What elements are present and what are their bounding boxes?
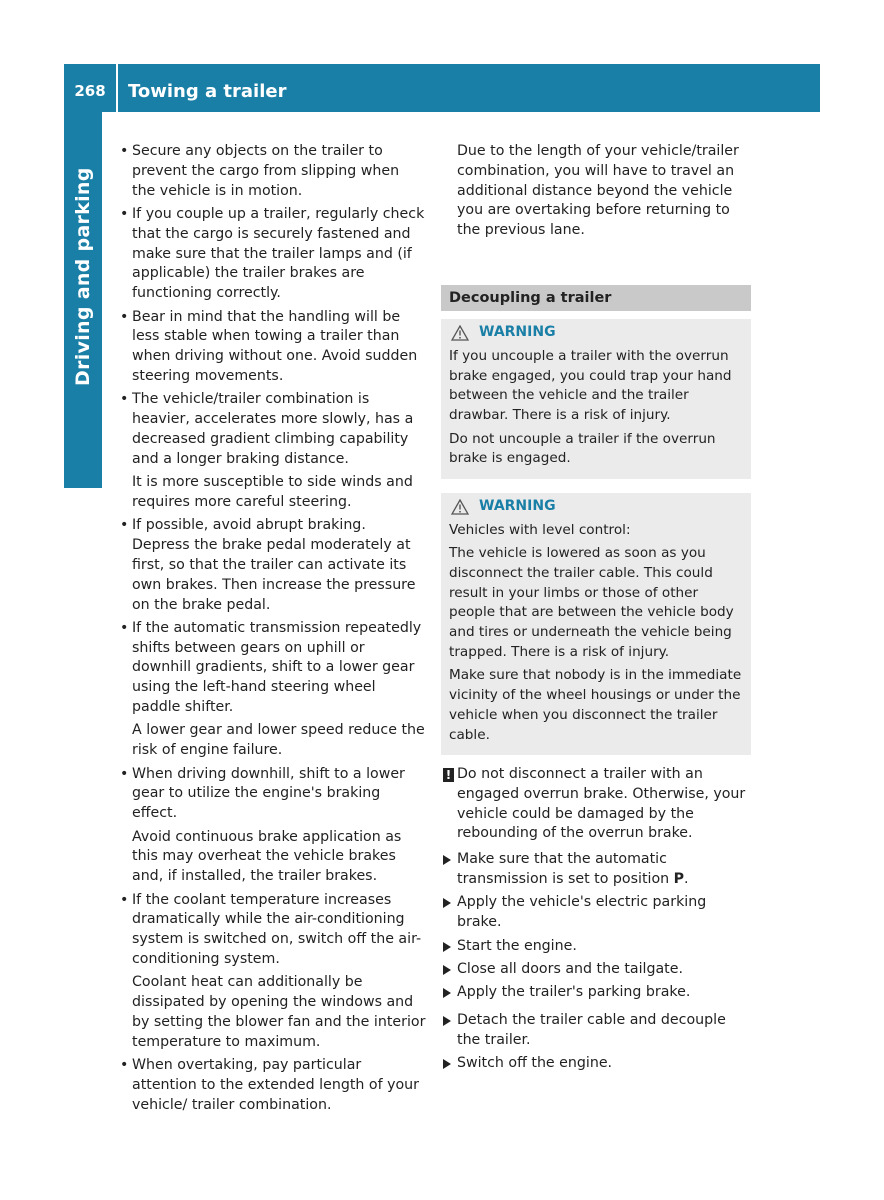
arrow-right-icon — [443, 988, 451, 998]
page-number: 268 — [74, 82, 106, 100]
bullet-icon: • — [120, 205, 129, 222]
chapter-label: Driving and parking — [72, 167, 94, 387]
list-item: • Secure any objects on the trailer to prevent the cargo from slipping when the vehicle is in motion. — [120, 143, 400, 199]
bullet-icon: • — [120, 891, 129, 908]
right-column — [441, 142, 751, 1078]
list-item: • If you couple up a trailer, regularly check that the cargo is securely fastened and make sure that the trailer lamps and (if applicable) the trailer brakes are functioning correctly. — [120, 205, 425, 302]
header-divider — [116, 64, 118, 112]
bullet-icon: • — [120, 391, 129, 408]
arrow-right-icon — [443, 1016, 451, 1026]
bullet-icon: • — [120, 1057, 129, 1074]
warning-text: Do not uncouple a trailer if the overrun brake is engaged. — [449, 430, 716, 467]
step-item: Start the engine. — [441, 937, 751, 957]
list-item: • When overtaking, pay particular attention to the extended length of your vehicle/ trailer combination. — [120, 1057, 419, 1113]
list-item: • If possible, avoid abrupt braking. Depress the brake pedal moderately at first, so that the trailer can activate its own brakes. Then increase the pressure on the brake pedal. — [120, 517, 416, 613]
section-heading: Decoupling a trailer — [441, 285, 751, 311]
warning-text: Vehicles with level control: — [449, 521, 631, 538]
step-item: Apply the vehicle's electric parking brake. — [441, 893, 751, 933]
list-item-continuation: Coolant heat can additionally be dissipated by opening the windows and by setting the blower fan and the interior temperature to maximum. — [132, 974, 426, 1050]
bullet-icon: • — [120, 308, 129, 325]
bullet-icon: • — [120, 765, 129, 782]
warning-text: Make sure that nobody is in the immediate vicinity of the wheel housings or under the vehicle when you disconnect the trailer cable. — [449, 667, 742, 743]
exclamation-icon: ! — [443, 768, 454, 782]
list-item-continuation: A lower gear and lower speed reduce the risk of engine failure. — [132, 722, 425, 759]
bullet-icon: • — [120, 517, 129, 534]
chapter-side-tab — [64, 112, 102, 488]
arrow-right-icon — [443, 965, 451, 975]
list-item: • If the automatic transmission repeatedly shifts between gears on uphill or downhill gradients, shift to a lower gear using the left-hand steering wheel paddle shifter. — [120, 619, 422, 716]
step-item: Close all doors and the tailgate. — [441, 960, 751, 980]
caution-note: ! Do not disconnect a trailer with an engaged overrun brake. Otherwise, your vehicle could be damaged by the rebounding of the overrun brake. — [441, 765, 751, 844]
warning-text: The vehicle is lowered as soon as you disconnect the trailer cable. This could result in your limbs or those of other people that are between the vehicle body and tires or underneath the vehicle being trapped. There is a risk of injury. — [449, 544, 734, 660]
warning-title: WARNING — [449, 323, 743, 343]
warning-text: If you uncouple a trailer with the overrun brake engaged, you could trap your hand between the vehicle and the trailer drawbar. There is a risk of injury. — [449, 347, 732, 424]
step-item: Detach the trailer cable and decouple the trailer. — [441, 1011, 751, 1051]
list-item: • The vehicle/trailer combination is heavier, accelerates more slowly, has a decreased gradient climbing capability and a longer braking distance. — [120, 391, 414, 467]
list-item: • When driving downhill, shift to a lower gear to utilize the engine's braking effect. — [120, 765, 405, 822]
list-item: • Bear in mind that the handling will be less stable when towing a trailer than when driving without one. Avoid sudden steering movements. — [120, 308, 418, 384]
warning-title: WARNING — [449, 497, 743, 517]
warning-triangle-icon — [451, 325, 469, 341]
list-item-continuation: It is more susceptible to side winds and requires more careful steering. — [132, 474, 413, 510]
intro-paragraph: Due to the length of your vehicle/trailer combination, you will have to travel an additional distance beyond the vehicle you are overtaking before returning to the previous lane. — [457, 143, 739, 239]
warning-triangle-icon — [451, 499, 469, 515]
step-item: Apply the trailer's parking brake. — [441, 983, 751, 1003]
warning-box — [441, 493, 751, 755]
list-item-continuation: Avoid continuous brake application as this may overheat the vehicle brakes and, if installed, the trailer brakes. — [132, 828, 402, 885]
bullet-icon: • — [120, 619, 129, 636]
page-header — [64, 64, 820, 112]
page-title: Towing a trailer — [128, 80, 287, 102]
arrow-right-icon — [443, 1059, 451, 1069]
step-item: Make sure that the automatic transmission is set to position P. — [441, 850, 751, 890]
arrow-right-icon — [443, 898, 451, 908]
bullet-icon: • — [120, 143, 129, 159]
left-column — [120, 142, 426, 1119]
arrow-right-icon — [443, 942, 451, 952]
arrow-right-icon — [443, 855, 451, 865]
warning-box — [441, 319, 751, 479]
list-item: • If the coolant temperature increases dramatically while the air-conditioning system is switched on, switch off the air-conditioning system. — [120, 891, 422, 968]
step-item: Switch off the engine. — [441, 1054, 751, 1074]
